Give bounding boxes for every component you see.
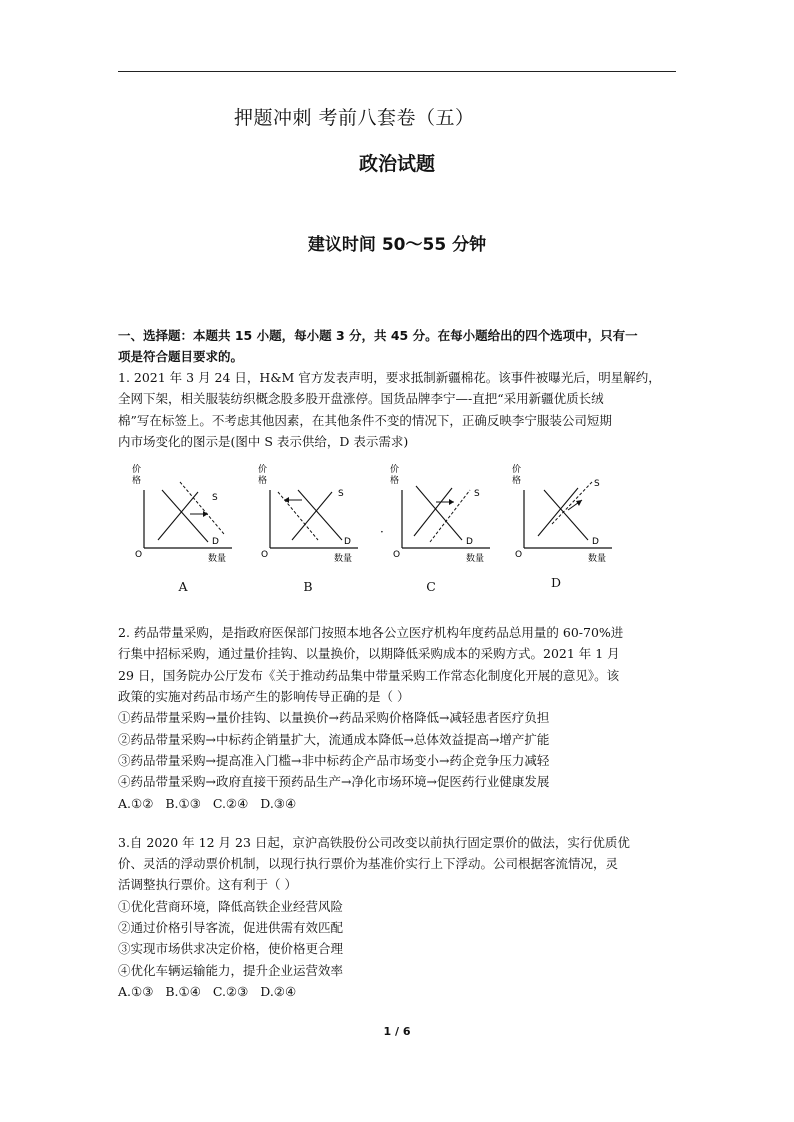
svg-text:S: S bbox=[338, 489, 344, 500]
svg-text:D: D bbox=[466, 537, 473, 548]
option-4: ④优化车辆运输能力，提升企业运营效率 bbox=[118, 962, 344, 978]
shifted-line bbox=[180, 482, 224, 534]
option-1: ①优化营商环境，降低高铁企业经营风险 bbox=[118, 898, 344, 914]
supply-line bbox=[158, 492, 198, 540]
option-1: ①药品带量采购→量价挂钩、以量换价→药品采购价格降低→减轻患者医疗负担 bbox=[118, 710, 550, 726]
subject-title: 政治试题 bbox=[358, 153, 435, 175]
svg-text:S: S bbox=[594, 479, 600, 490]
chart-a bbox=[132, 460, 242, 576]
svg-text:O: O bbox=[393, 550, 401, 561]
svg-text:数量: 数量 bbox=[334, 554, 353, 565]
option-3: ③实现市场供求决定价格，使价格更合理 bbox=[118, 941, 344, 957]
chart-b bbox=[258, 460, 368, 576]
question-2: 2. 药品带量采购，是指政府医保部门按照本地各公立医疗机构年度药品总用量的 60-70%进 行集中招标采购，通过量价挂钩、以量换价，以期降低采购成本的采购方式。2021 年 1 月 29 日，国务院办公厅发布《关于推动药品集中带量采购工作常态化制度化开展的意见》。该 政策的实施对药品市场产生的影响传导正确的是（ ） ①药品带量采购→量价挂钩、以量换价→药品采购价格降低→减轻患者医疗负担 ②药品带量采购→中标药企销量扩大，流通成本降低→总体效益提高→增产扩能 ③药品带量采购→提高准入门槛→非中标药企产品市场变小→药企竞争压力减轻 ④药品带量采购→政府直接干预药品生产→净化市场环境→促医药行业健康发展 A.①② B.①③ C.②④ D.③④ bbox=[118, 622, 678, 814]
demand-line bbox=[162, 490, 208, 542]
page-number: 1 / 6 bbox=[383, 1025, 411, 1038]
question-1: 1. 2021 年 3 月 24 日，H&M 官方发表声明，要求抵制新疆棉花。该事件被曝光后，明星解约， 全网下架，相关服装纺织概念股多股开盘涨停。国货品牌李宁—-直把“采用新疆优质长绒 棉”写在标签上。不考虑其他因素，在其他条件不变的情况下，正确反映李宁服装公司短期 内市场变化的图示是(图中 S 表示供给，D 表示需求) 价格 O 数量 S D A 价格 O 数量 S D B · 价格 O 数量 S D C 价格 O 数量 S D D bbox=[118, 367, 678, 592]
section-heading: 一、选择题：本题共 15 小题，每小题 3 分，共 45 分。在每小题给出的四个选项中，只有一 项是符合题目要求的。 bbox=[118, 328, 638, 364]
y-axis-label: 价格 bbox=[132, 465, 142, 487]
svg-text:价格: 价格 bbox=[258, 465, 268, 487]
chart-label-c: C bbox=[426, 579, 436, 595]
svg-text:价格: 价格 bbox=[390, 465, 400, 487]
svg-text:S: S bbox=[474, 489, 480, 500]
svg-text:O: O bbox=[261, 550, 269, 561]
chart-label-a: A bbox=[178, 579, 188, 595]
svg-text:O: O bbox=[135, 550, 143, 561]
exam-title: 押题冲刺 考前八套卷（五） bbox=[234, 107, 475, 129]
svg-text:数量: 数量 bbox=[588, 554, 607, 565]
answer-choices: A.①② B.①③ C.②④ D.③④ bbox=[118, 795, 297, 811]
supply-demand-charts bbox=[118, 460, 678, 595]
svg-text:S: S bbox=[212, 493, 218, 504]
page-content bbox=[118, 325, 678, 1002]
svg-text:D: D bbox=[344, 537, 351, 548]
answer-choices: A.①③ B.①④ C.②③ D.②④ bbox=[118, 983, 297, 999]
svg-text:D: D bbox=[592, 537, 599, 548]
svg-text:数量: 数量 bbox=[466, 554, 485, 565]
stray-dot: · bbox=[380, 525, 384, 540]
chart-d bbox=[512, 460, 622, 576]
header-rule bbox=[118, 71, 676, 72]
option-3: ③药品带量采购→提高准入门槛→非中标药企产品市场变小→药企竞争压力减轻 bbox=[118, 752, 550, 768]
svg-text:数量: 数量 bbox=[208, 554, 227, 565]
option-2: ②通过价格引导客流，促进供需有效匹配 bbox=[118, 920, 344, 936]
svg-text:O: O bbox=[515, 550, 523, 561]
time-note: 建议时间 50～55 分钟 bbox=[307, 235, 487, 255]
svg-text:价格: 价格 bbox=[512, 465, 522, 487]
option-4: ④药品带量采购→政府直接干预药品生产→净化市场环境→促医药行业健康发展 bbox=[118, 774, 550, 790]
svg-text:D: D bbox=[212, 537, 219, 548]
chart-label-b: B bbox=[303, 579, 313, 595]
chart-c bbox=[390, 460, 500, 576]
chart-label-d: D bbox=[550, 575, 562, 591]
question-3: 3.自 2020 年 12 月 23 日起，京沪高铁股份公司改变以前执行固定票价的做法，实行优质优 价、灵活的浮动票价机制，以现行执行票价为基准价实行上下浮动。公司根据客流情况，灵 活调整执行票价。这有利于（ ） ①优化营商环境，降低高铁企业经营风险 ②通过价格引导客流，促进供需有效匹配 ③实现市场供求决定价格，使价格更合理 ④优化车辆运输能力，提升企业运营效率 A.①③ B.①④ C.②③ D.②④ bbox=[118, 832, 678, 1002]
option-2: ②药品带量采购→中标药企销量扩大，流通成本降低→总体效益提高→增产扩能 bbox=[118, 731, 550, 747]
